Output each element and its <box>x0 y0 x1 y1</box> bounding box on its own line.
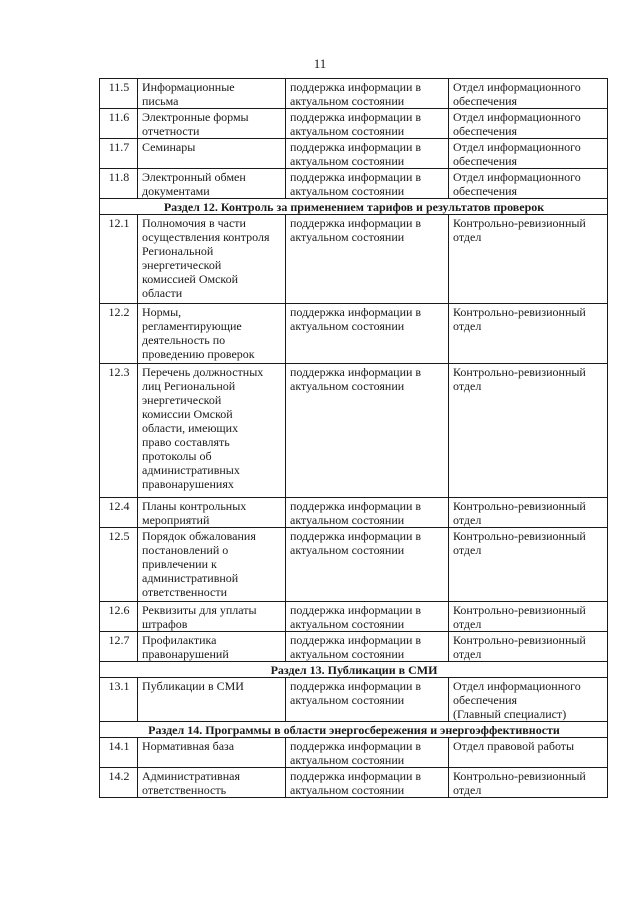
section-header-row <box>100 199 608 215</box>
info-name: Планы контрольных мероприятий <box>138 498 286 528</box>
table-row <box>100 738 608 768</box>
responsible-dept: Отдел информационного обеспечения <box>449 109 608 139</box>
responsible-dept: Отдел информационного обеспечения (Главный специалист) <box>449 678 608 722</box>
row-number: 11.6 <box>100 109 138 139</box>
section-header-row <box>100 722 608 738</box>
info-action: поддержка информации в актуальном состоянии <box>286 169 449 199</box>
table-row <box>100 528 608 602</box>
row-number: 12.3 <box>100 364 138 498</box>
info-name: Нормативная база <box>138 738 286 768</box>
row-number: 12.5 <box>100 528 138 602</box>
table-row <box>100 79 608 109</box>
responsible-dept: Контрольно-ревизионный отдел <box>449 364 608 498</box>
section-title: Раздел 12. Контроль за применением тарифов и результатов проверок <box>100 199 608 215</box>
info-action: поддержка информации в актуальном состоянии <box>286 632 449 662</box>
info-action: поддержка информации в актуальном состоянии <box>286 364 449 498</box>
row-number: 14.2 <box>100 768 138 798</box>
info-action: поддержка информации в актуальном состоянии <box>286 215 449 304</box>
info-name: Нормы, регламентирующие деятельность по проведению проверок <box>138 304 286 364</box>
table-row <box>100 215 608 304</box>
row-number: 12.4 <box>100 498 138 528</box>
table-row <box>100 109 608 139</box>
info-name: Административная ответственность <box>138 768 286 798</box>
info-name: Порядок обжалования постановлений о привлечении к административной ответственности <box>138 528 286 602</box>
row-number: 12.1 <box>100 215 138 304</box>
page-number: 11 <box>313 56 327 71</box>
info-action: поддержка информации в актуальном состоянии <box>286 768 449 798</box>
info-action: поддержка информации в актуальном состоянии <box>286 304 449 364</box>
table-row <box>100 632 608 662</box>
responsible-dept: Контрольно-ревизионный отдел <box>449 632 608 662</box>
info-action: поддержка информации в актуальном состоянии <box>286 498 449 528</box>
info-name: Полномочия в части осуществления контроля Региональной энергетической комиссией Омской области <box>138 215 286 304</box>
info-name: Публикации в СМИ <box>138 678 286 722</box>
responsible-dept: Контрольно-ревизионный отдел <box>449 602 608 632</box>
section-title: Раздел 13. Публикации в СМИ <box>100 662 608 678</box>
responsible-dept: Контрольно-ревизионный отдел <box>449 304 608 364</box>
info-name: Реквизиты для уплаты штрафов <box>138 602 286 632</box>
row-number: 12.7 <box>100 632 138 662</box>
info-action: поддержка информации в актуальном состоянии <box>286 678 449 722</box>
responsible-dept: Контрольно-ревизионный отдел <box>449 215 608 304</box>
section-title: Раздел 14. Программы в области энергосбережения и энергоэффективности <box>100 722 608 738</box>
row-number: 11.5 <box>100 79 138 109</box>
table-row <box>100 139 608 169</box>
info-action: поддержка информации в актуальном состоянии <box>286 139 449 169</box>
table-row <box>100 364 608 498</box>
info-name: Электронные формы отчетности <box>138 109 286 139</box>
info-name: Перечень должностных лиц Региональной энергетической комиссии Омской области, имеющих право составлять протоколы об административных правонарушениях <box>138 364 286 498</box>
table-row <box>100 602 608 632</box>
table-row <box>100 498 608 528</box>
responsible-dept: Контрольно-ревизионный отдел <box>449 498 608 528</box>
row-number: 14.1 <box>100 738 138 768</box>
responsible-dept: Отдел правовой работы <box>449 738 608 768</box>
row-number: 12.2 <box>100 304 138 364</box>
info-name: Семинары <box>138 139 286 169</box>
row-number: 11.7 <box>100 139 138 169</box>
info-name: Электронный обмен документами <box>138 169 286 199</box>
table-row <box>100 169 608 199</box>
info-action: поддержка информации в актуальном состоянии <box>286 602 449 632</box>
responsible-dept: Отдел информационного обеспечения <box>449 139 608 169</box>
info-name: Информационные письма <box>138 79 286 109</box>
table-body <box>100 79 608 798</box>
row-number: 12.6 <box>100 602 138 632</box>
responsible-dept: Отдел информационного обеспечения <box>449 79 608 109</box>
info-action: поддержка информации в актуальном состоянии <box>286 79 449 109</box>
table-row <box>100 768 608 798</box>
table-row <box>100 304 608 364</box>
info-action: поддержка информации в актуальном состоянии <box>286 738 449 768</box>
table-row <box>100 678 608 722</box>
info-name: Профилактика правонарушений <box>138 632 286 662</box>
responsible-dept: Отдел информационного обеспечения <box>449 169 608 199</box>
responsible-dept: Контрольно-ревизионный отдел <box>449 528 608 602</box>
document-table <box>99 78 608 798</box>
info-action: поддержка информации в актуальном состоянии <box>286 109 449 139</box>
section-header-row <box>100 662 608 678</box>
responsible-dept: Контрольно-ревизионный отдел <box>449 768 608 798</box>
row-number: 13.1 <box>100 678 138 722</box>
row-number: 11.8 <box>100 169 138 199</box>
info-action: поддержка информации в актуальном состоянии <box>286 528 449 602</box>
